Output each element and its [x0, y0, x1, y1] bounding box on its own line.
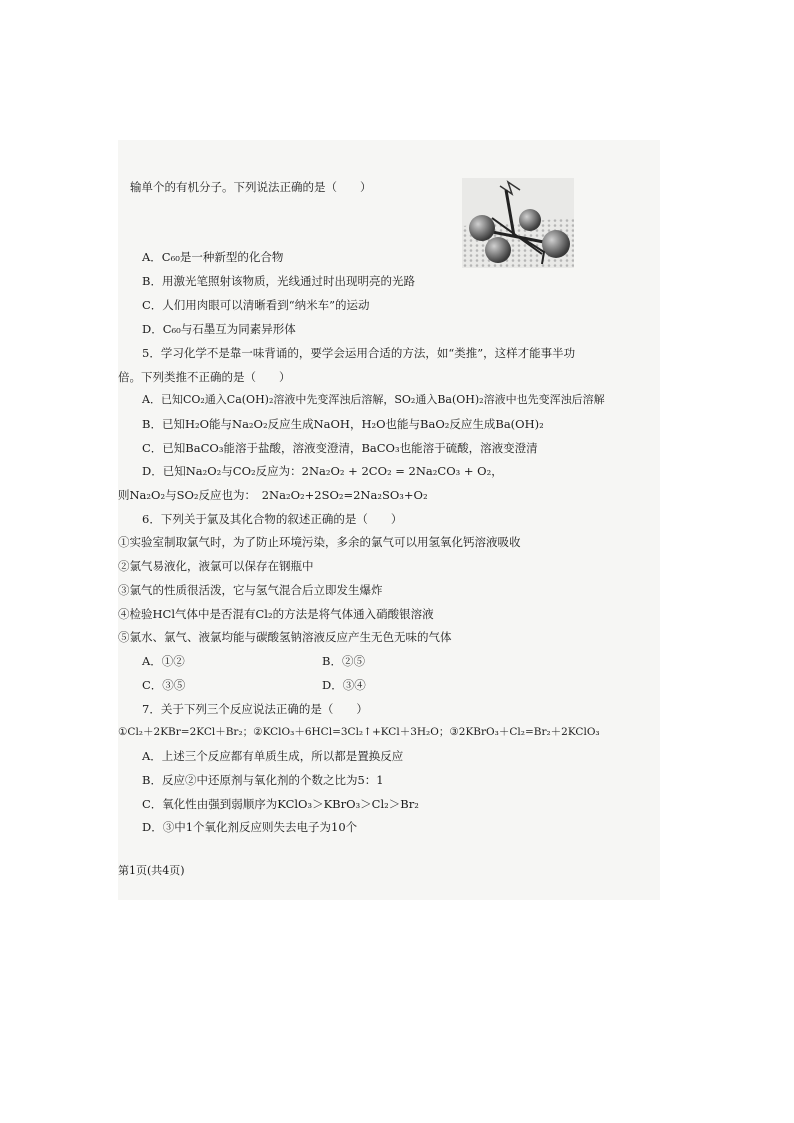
q4-option-c: C．人们用肉眼可以清晰看到“纳米车”的运动: [142, 298, 370, 312]
q6-statement-3: ③氯气的性质很活泼，它与氢气混合后立即发生爆炸: [118, 583, 383, 597]
nanocar-molecule-image: [462, 178, 574, 268]
q7-option-d: D．③中1个氧化剂反应则失去电子为10个: [142, 820, 358, 834]
q5-option-b: B．已知H₂O能与Na₂O₂反应生成NaOH，H₂O也能与BaO₂反应生成Ba(OH)₂: [142, 417, 544, 431]
q5-option-d: D．已知Na₂O₂与CO₂反应为：2Na₂O₂ + 2CO₂ = 2Na₂CO₃ + O₂，: [142, 464, 503, 478]
page-footer: 第1页(共4页): [118, 864, 185, 877]
q6-statement-1: ①实验室制取氯气时，为了防止环境污染，多余的氯气可以用氢氧化钙溶液吸收: [118, 535, 521, 549]
q6-statement-5: ⑤氯水、氯气、液氯均能与碳酸氢钠溶液反应产生无色无味的气体: [118, 630, 452, 644]
q7-option-b: B．反应②中还原剂与氧化剂的个数之比为5：1: [142, 773, 384, 787]
q5-option-c: C．已知BaCO₃能溶于盐酸，溶液变澄清，BaCO₃也能溶于硫酸，溶液变澄清: [142, 441, 538, 455]
q6-option-a: A．①②: [142, 654, 185, 668]
q5-option-d-continued: 则Na₂O₂与SO₂反应也为： 2Na₂O₂+2SO₂=2Na₂SO₃+O₂: [118, 488, 428, 502]
q6-option-b: B．②⑤: [322, 654, 365, 668]
q6-statement-4: ④检验HCl气体中是否混有Cl₂的方法是将气体通入硝酸银溶液: [118, 607, 434, 621]
q4-option-b: B．用激光笔照射该物质，光线通过时出现明亮的光路: [142, 274, 415, 288]
q6-stem: 6．下列关于氯及其化合物的叙述正确的是（ ）: [142, 512, 403, 526]
q7-reactions: ①Cl₂＋2KBr=2KCl＋Br₂；②KClO₃＋6HCl=3Cl₂↑+KCl＋3H₂O；③2KBrO₃＋Cl₂=Br₂＋2KClO₃: [118, 726, 600, 738]
q7-stem: 7．关于下列三个反应说法正确的是（ ）: [142, 702, 368, 716]
q6-option-c: C．③⑤: [142, 678, 186, 692]
q5-stem-line2: 倍。下列类推不正确的是（ ）: [118, 370, 291, 384]
q4-option-a: A．C₆₀是一种新型的化合物: [142, 250, 284, 264]
q7-option-a: A．上述三个反应都有单质生成，所以都是置换反应: [142, 749, 404, 763]
scanned-page: [118, 140, 660, 900]
q7-option-c: C．氧化性由强到弱顺序为KClO₃＞KBrO₃＞Cl₂＞Br₂: [142, 797, 419, 811]
q5-option-a: A．已知CO₂通入Ca(OH)₂溶液中先变浑浊后溶解，SO₂通入Ba(OH)₂溶液中也先变浑浊后溶解: [142, 393, 605, 406]
question-4-stem-end: 输单个的有机分子。下列说法正确的是（ ）: [130, 180, 372, 194]
q5-stem-line1: 5．学习化学不是靠一味背诵的，要学会运用合适的方法，如“类推”，这样才能事半功: [142, 346, 576, 360]
q6-option-d: D．③④: [322, 678, 366, 692]
q4-option-d: D．C₆₀与石墨互为同素异形体: [142, 322, 296, 336]
q6-statement-2: ②氯气易液化，液氯可以保存在钢瓶中: [118, 559, 314, 573]
